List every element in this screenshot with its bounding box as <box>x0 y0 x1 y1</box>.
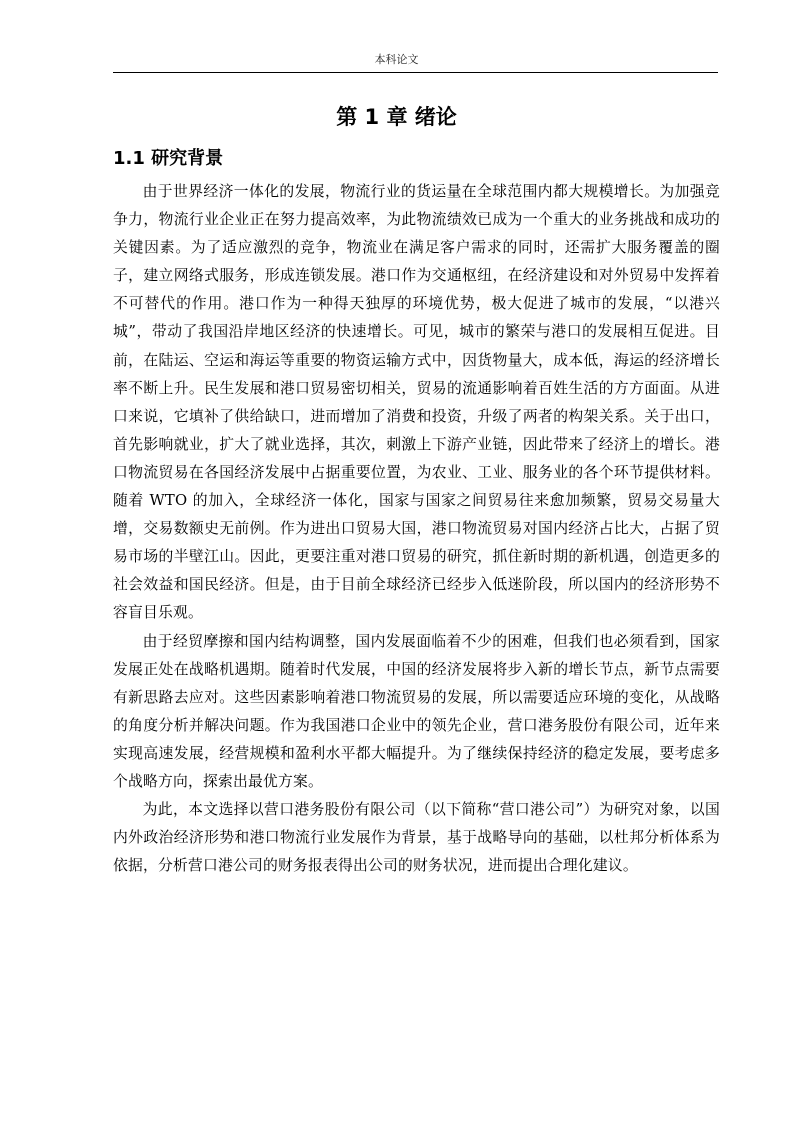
paragraph-2: 由于经贸摩擦和国内结构调整，国内发展面临着不少的困难，但我们也必须看到，国家发展正处在战略机遇期。随着时代发展，中国的经济发展将步入新的增长节点，新节点需要有新思路去应对。这些因素影响着港口物流贸易的发展，所以需要适应环境的变化，从战略的角度分析并解决问题。作为我国港口企业中的领先企业，营口港务股份有限公司，近年来实现高速发展，经营规模和盈利水平都大幅提升。为了继续保持经济的稳定发展，要考虑多个战略方向，探索出最优方案。 <box>113 632 720 790</box>
paragraph-1: 由于世界经济一体化的发展，物流行业的货运量在全球范围内都大规模增长。为加强竞争力，物流行业企业正在努力提高效率，为此物流绩效已成为一个重大的业务挑战和成功的关键因素。为了适应激烈的竞争，物流业在满足客户需求的同时，还需扩大服务覆盖的圈子，建立网络式服务，形成连锁发展。港口作为交通枢纽，在经济建设和对外贸易中发挥着不可替代的作用。港口作为一种得天独厚的环境优势，极大促进了城市的发展，“以港兴城”，带动了我国沿岸地区经济的快速增长。可见，城市的繁荣与港口的发展相互促进。目前，在陆运、空运和海运等重要的物资运输方式中，因货物量大，成本低，海运的经济增长率不断上升。民生发展和港口贸易密切相关，贸易的流通影响着百姓生活的方方面面。从进口来说，它填补了供给缺口，进而增加了消费和投资，升级了两者的构架关系。关于出口，首先影响就业，扩大了就业选择，其次，刺激上下游产业链，因此带来了经济上的增长。港口物流贸易在各国经济发展中占据重要位置，为农业、工业、服务业的各个环节提供材料。随着 WTO 的加入，全球经济一体化，国家与国家之间贸易往来愈加频繁，贸易交易量大增，交易数额史无前例。作为进出口贸易大国，港口物流贸易对国内经济占比大，占据了贸易市场的半壁江山。因此，更要注重对港口贸易的研究，抓住新时期的新机遇，创造更多的社会效益和国民经济。但是，由于目前全球经济已经步入低迷阶段，所以国内的经济形势不容盲目乐观。 <box>113 183 720 622</box>
paragraph-3: 为此，本文选择以营口港务股份有限公司（以下简称“营口港公司”）为研究对象，以国内外政治经济形势和港口物流行业发展作为背景，基于战略导向的基础，以杜邦分析体系为依据，分析营口港公司的财务报表得出公司的财务状况，进而提出合理化建议。 <box>113 801 720 875</box>
header-rule <box>113 72 718 73</box>
chapter-title: 第 1 章 绪论 <box>336 105 457 129</box>
running-header: 本科论文 <box>374 53 419 66</box>
body-text <box>113 178 720 880</box>
section-heading: 1.1 研究背景 <box>113 148 224 169</box>
